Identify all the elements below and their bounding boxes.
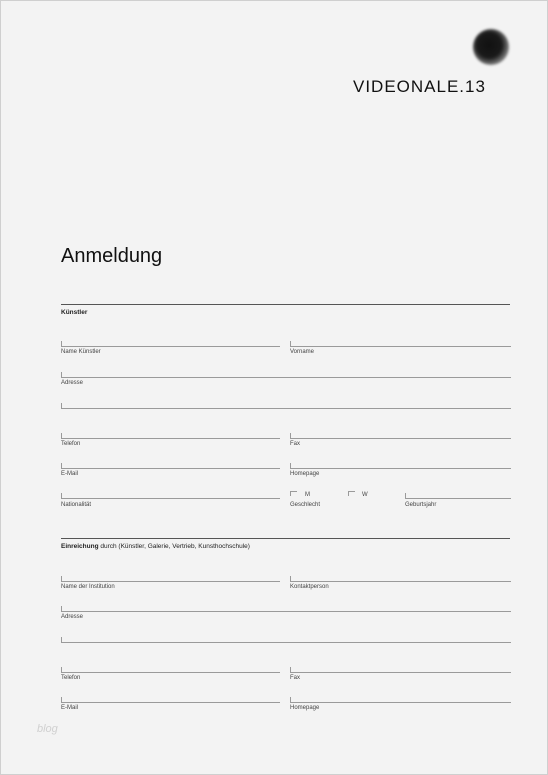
geschlecht-w-checkbox[interactable] bbox=[348, 491, 355, 496]
nationalitaet-field[interactable] bbox=[61, 493, 280, 499]
homepage-label: Homepage bbox=[290, 471, 320, 477]
page-title: Anmeldung bbox=[61, 245, 163, 267]
geburtsjahr-label: Geburtsjahr bbox=[405, 502, 437, 508]
telefon-2-field[interactable] bbox=[61, 667, 280, 673]
homepage-field[interactable] bbox=[290, 463, 511, 469]
homepage-2-label: Homepage bbox=[290, 705, 320, 711]
nationalitaet-label: Nationalität bbox=[61, 502, 92, 508]
telefon-field[interactable] bbox=[61, 433, 280, 439]
fax-2-label: Fax bbox=[290, 675, 301, 681]
section-heading-kuenstler: Künstler bbox=[61, 309, 88, 316]
email-2-field[interactable] bbox=[61, 697, 280, 703]
geschlecht-w-label: W bbox=[362, 492, 368, 498]
email-label: E-Mail bbox=[61, 471, 79, 477]
section-heading-einreichung: Einreichung durch (Künstler, Galerie, Vertrieb, Kunsthochschule) bbox=[61, 543, 250, 550]
section-divider bbox=[61, 304, 510, 305]
adresse-2-line-2-field[interactable] bbox=[61, 637, 511, 643]
email-2-label: E-Mail bbox=[61, 705, 79, 711]
geschlecht-label: Geschlecht bbox=[290, 502, 321, 508]
section-divider bbox=[61, 538, 510, 539]
geschlecht-m-label: M bbox=[305, 492, 310, 498]
kontaktperson-field[interactable] bbox=[290, 576, 511, 582]
adresse-2-label: Adresse bbox=[61, 614, 84, 620]
telefon-2-label: Telefon bbox=[61, 675, 81, 681]
logo-dot-icon bbox=[473, 29, 509, 65]
adresse-line-2-field[interactable] bbox=[61, 403, 511, 409]
kontaktperson-label: Kontaktperson bbox=[290, 584, 329, 590]
telefon-label: Telefon bbox=[61, 441, 81, 447]
name-kuenstler-label: Name Künstler bbox=[61, 349, 101, 355]
adresse-2-field[interactable] bbox=[61, 606, 511, 612]
institution-field[interactable] bbox=[61, 576, 280, 582]
email-field[interactable] bbox=[61, 463, 280, 469]
fax-field[interactable] bbox=[290, 433, 511, 439]
vorname-field[interactable] bbox=[290, 341, 511, 347]
brand-logo-text: VIDEONALE.13 bbox=[353, 77, 486, 96]
adresse-field[interactable] bbox=[61, 372, 511, 378]
watermark: blog bbox=[37, 723, 58, 735]
vorname-label: Vorname bbox=[290, 349, 315, 355]
homepage-2-field[interactable] bbox=[290, 697, 511, 703]
fax-2-field[interactable] bbox=[290, 667, 511, 673]
name-kuenstler-field[interactable] bbox=[61, 341, 280, 347]
institution-label: Name der Institution bbox=[61, 584, 115, 590]
adresse-label: Adresse bbox=[61, 380, 84, 386]
fax-label: Fax bbox=[290, 441, 301, 447]
geburtsjahr-field[interactable] bbox=[405, 493, 511, 499]
geschlecht-m-checkbox[interactable] bbox=[290, 491, 297, 496]
